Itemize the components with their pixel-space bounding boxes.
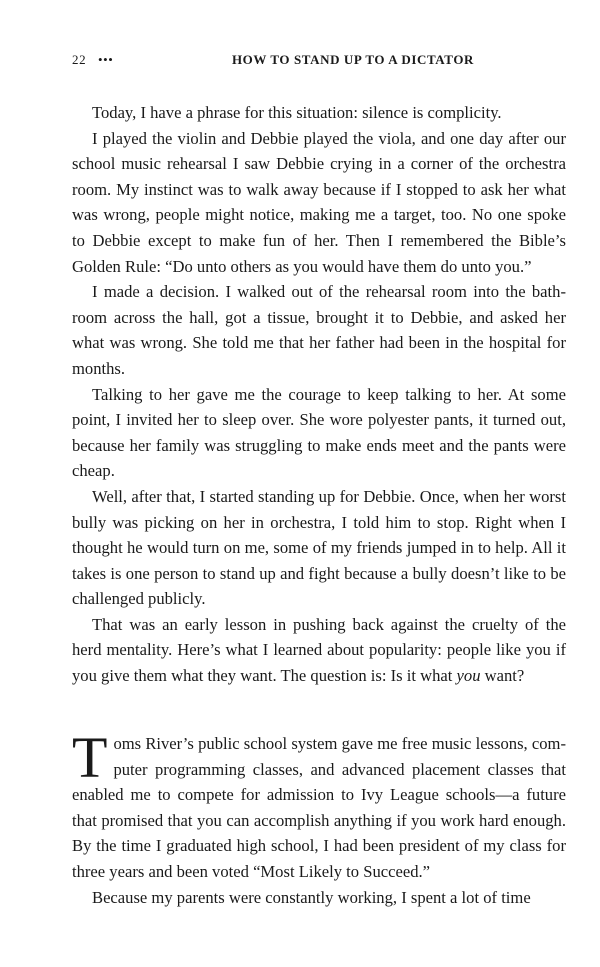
paragraph: Today, I have a phrase for this situation: silence is complicity. (92, 103, 502, 122)
paragraph: Well, after that, I started standing up for Debbie. Once, when her worst bully was picking on her in orchestra, I told him to stop. Right when I thought he would turn on me, some of my friends jumped in to help. All it takes is one person to stand up and fight because a bully doesn’t like to be challenged publicly. (72, 486, 566, 609)
paragraph-text: want? (480, 666, 525, 686)
paragraph-text: oms River’s public school system gave me free music lessons, computer programming classes, and advanced placement classes that enabled me to compete for admission to Ivy League schools—a future that promised that you can accomplish anything if you work hard enough. By the time I graduated high school, I had been president of my class for three years and been voted “Most Likely to Succeed.” (72, 734, 566, 881)
paragraph (72, 612, 566, 689)
paragraph: Talking to her gave me the courage to keep talking to her. At some point, I invited her to sleep over. She wore polyester pants, it turned out, because her family was struggling to make ends meet and the pants were cheap. (72, 384, 566, 481)
drop-cap: T (72, 725, 108, 790)
body-text (72, 100, 566, 689)
paragraph-text: That was an early lesson in pushing back against the cruelty of the herd mentality. Here’s what I learned about popularity: people like you if you give them what they want. The question is: Is it what (72, 614, 566, 686)
italic-word: you (456, 666, 481, 686)
paragraph: I played the violin and Debbie played the viola, and one day after our school music rehearsal I saw Debbie crying in a corner of the orchestra room. My instinct was to walk away because if I stopped to ask her what was wrong, people might notice, making me a target, too. No one spoke to Debbie except to make fun of her. Then I remembered the Bible’s Golden Rule: “Do unto others as you would have them do unto you.” (72, 128, 566, 276)
ellipsis-ornament: ••• (98, 52, 114, 67)
paragraph: I made a decision. I walked out of the rehearsal room into the bathroom across the hall, got a tissue, brought it to Debbie, and asked her what was wrong. She told me that her father had been in the hospital for months. (72, 282, 566, 378)
page-number: 22 (72, 52, 87, 67)
section-two (72, 725, 566, 910)
paragraph: Because my parents were constantly working, I spent a lot of time (92, 887, 531, 907)
running-title: HOW TO STAND UP TO A DICTATOR (231, 52, 475, 67)
paragraph (72, 725, 566, 885)
